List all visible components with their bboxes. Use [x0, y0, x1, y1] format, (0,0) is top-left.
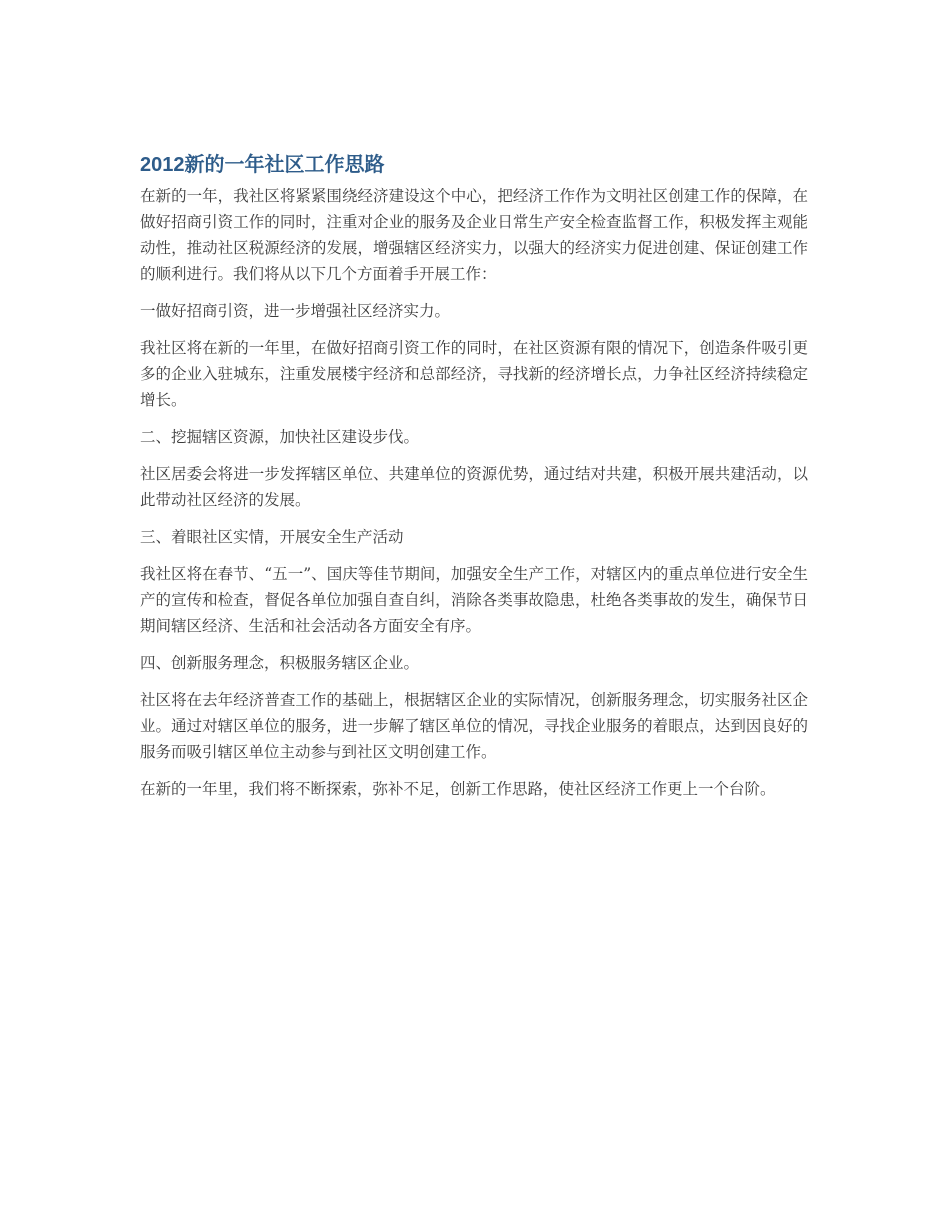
- document-body: [140, 150, 808, 813]
- investment-paragraph: 我社区将在新的一年里，在做好招商引资工作的同时，在社区资源有限的情况下，创造条件吸引更多的企业入驻城东，注重发展楼宇经济和总部经济，寻找新的经济增长点，力争社区经济持续稳定增长。: [140, 339, 808, 409]
- intro-paragraph: 在新的一年，我社区将紧紧围绕经济建设这个中心，把经济工作作为文明社区创建工作的保障，在做好招商引资工作的同时，注重对企业的服务及企业日常生产安全检查监督工作，积极发挥主观能动性，推动社区税源经济的发展，增强辖区经济实力，以强大的经济实力促进创建、保证创建工作的顺利进行。我们将从以下几个方面着手开展工作：: [140, 187, 808, 283]
- section-heading-investment: 一做好招商引资，进一步增强社区经济实力。: [140, 302, 451, 320]
- section-heading-resources: 二、挖掘辖区资源，加快社区建设步伐。: [140, 428, 420, 446]
- section-heading-service: 四、创新服务理念，积极服务辖区企业。: [140, 654, 420, 672]
- resources-paragraph: 社区居委会将进一步发挥辖区单位、共建单位的资源优势，通过结对共建，积极开展共建活动，以此带动社区经济的发展。: [140, 465, 808, 509]
- closing-paragraph: 在新的一年里，我们将不断探索，弥补不足，创新工作思路，使社区经济工作更上一个台阶。: [140, 780, 776, 798]
- safety-paragraph: 我社区将在春节、“五一”、国庆等佳节期间，加强安全生产工作，对辖区内的重点单位进行安全生产的宣传和检查，督促各单位加强自查自纠，消除各类事故隐患，杜绝各类事故的发生，确保节日期间辖区经济、生活和社会活动各方面安全有序。: [140, 565, 808, 635]
- section-heading-safety: 三、着眼社区实情，开展安全生产活动: [140, 528, 404, 546]
- service-paragraph: 社区将在去年经济普查工作的基础上，根据辖区企业的实际情况，创新服务理念，切实服务社区企业。通过对辖区单位的服务，进一步解了辖区单位的情况，寻找企业服务的着眼点，达到因良好的服务而吸引辖区单位主动参与到社区文明创建工作。: [140, 691, 808, 761]
- document-title: 2012新的一年社区工作思路: [140, 154, 385, 176]
